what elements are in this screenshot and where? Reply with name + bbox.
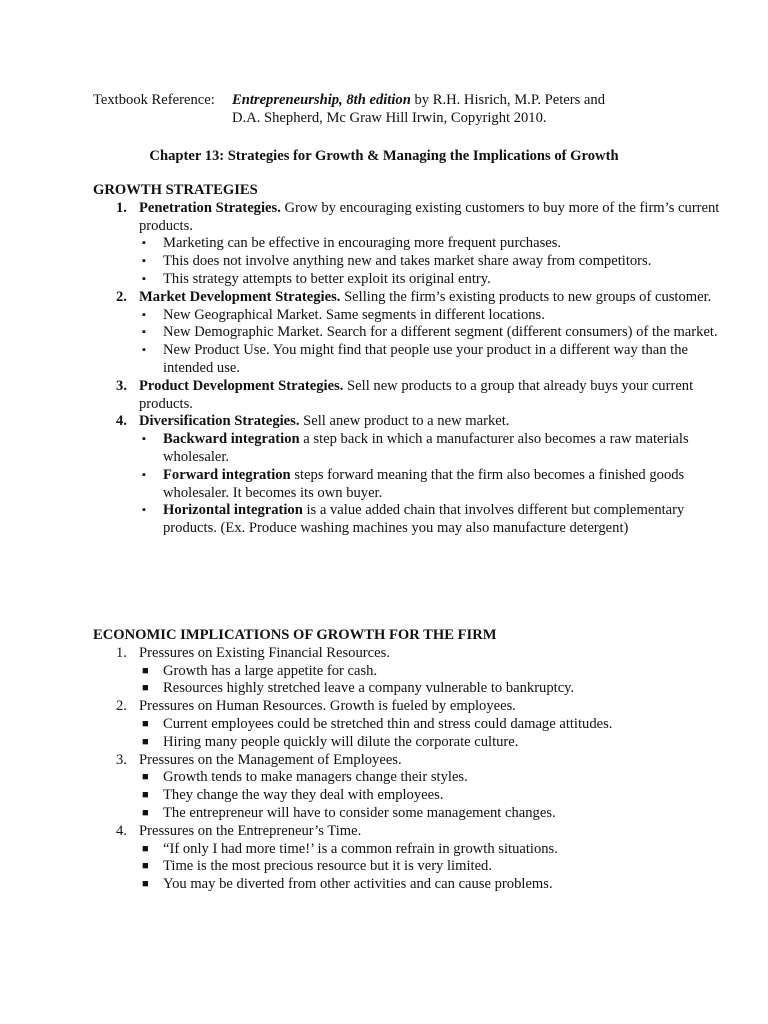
growth-strategies-list (93, 200, 733, 538)
bullet-text: Marketing can be effective in encouraging more frequent purchases. (163, 235, 562, 252)
item-number: 4. (116, 822, 127, 839)
bullet-item (142, 662, 733, 681)
section-heading: GROWTH STRATEGIES (93, 182, 258, 198)
bullet-list (139, 769, 733, 822)
bullet-text: The entrepreneur will have to consider some management changes. (163, 804, 556, 821)
bullet-item (142, 431, 733, 467)
bullet-item (142, 270, 733, 289)
bullet-icon: ■ (142, 878, 149, 891)
bullet-text: This strategy attempts to better exploit its original entry. (163, 270, 491, 287)
bullet-list (139, 841, 733, 894)
item-text: Grow by encouraging existing customers to buy more of the firm’s current products. (139, 199, 720, 234)
bullet-icon: ▪ (142, 272, 146, 285)
bullet-term: Backward integration (163, 431, 300, 448)
bullet-item (142, 858, 733, 876)
list-item (116, 698, 733, 751)
item-title: Penetration Strategies. (139, 199, 281, 216)
bullet-item (142, 787, 733, 805)
bullet-icon: ■ (142, 842, 149, 855)
bullet-item (142, 769, 733, 787)
bullet-item (142, 235, 733, 253)
bullet-text: Current employees could be stretched thin and stress could damage attitudes. (163, 715, 613, 732)
list-item (116, 822, 733, 894)
item-text: Sell anew product to a new market. (299, 413, 510, 430)
bullet-item (142, 324, 733, 342)
list-item (116, 644, 733, 698)
bullet-item (142, 680, 733, 698)
bullet-list (139, 663, 733, 699)
bullet-text: Hiring many people quickly will dilute the corporate culture. (163, 733, 519, 750)
item-number: 2. (116, 288, 127, 305)
reference-label: Textbook Reference: (93, 92, 215, 108)
item-number: 1. (116, 644, 127, 661)
bullet-text: They change the way they deal with employees. (163, 787, 444, 804)
item-number: 3. (116, 751, 127, 768)
bullet-text: “If only I had more time!’ is a common refrain in growth situations. (163, 840, 558, 857)
textbook-reference (93, 92, 733, 128)
bullet-icon: ■ (142, 717, 149, 730)
bullet-icon: ▪ (142, 468, 146, 481)
item-number: 3. (116, 377, 127, 394)
item-text: Sell new products to a group that already buys your current products. (139, 377, 694, 412)
bullet-list (139, 235, 733, 288)
reference-authors-line2: D.A. Shepherd, Mc Graw Hill Irwin, Copyright 2010. (232, 109, 547, 126)
list-item (116, 377, 733, 414)
bullet-item (142, 733, 733, 752)
bullet-icon: ■ (142, 806, 149, 819)
list-item (116, 751, 733, 823)
bullet-text: a step back in which a manufacturer also becomes a raw materials wholesaler. (163, 431, 689, 465)
bullet-item (142, 840, 733, 859)
bullet-icon: ■ (142, 735, 149, 748)
reference-authors-line1: by R.H. Hisrich, M.P. Peters and (410, 92, 605, 108)
item-number: 1. (116, 199, 127, 216)
bullet-item (142, 306, 733, 325)
bullet-icon: ■ (142, 771, 149, 784)
chapter-title: Chapter 13: Strategies for Growth & Managing the Implications of Growth (149, 148, 619, 164)
bullet-icon: ▪ (142, 344, 146, 357)
bullet-text: Growth has a large appetite for cash. (163, 662, 378, 679)
bullet-item (142, 253, 733, 271)
item-number: 4. (116, 413, 127, 430)
bullet-icon: ■ (142, 682, 149, 695)
bullet-text: steps forward meaning that the firm also becomes a finished goods wholesaler. It becomes its own buyer. (163, 466, 685, 501)
item-text: Pressures on Existing Financial Resources. (139, 644, 390, 661)
bullet-icon: ▪ (142, 504, 146, 517)
bullet-icon: ▪ (142, 237, 146, 250)
bullet-icon: ▪ (142, 255, 146, 268)
item-text: Selling the firm’s existing products to new groups of customer. (340, 288, 712, 305)
bullet-icon: ▪ (142, 326, 146, 339)
item-title: Product Development Strategies. (139, 377, 344, 394)
bullet-text: This does not involve anything new and takes market share away from competitors. (163, 253, 652, 270)
item-text: Pressures on the Management of Employees. (139, 751, 402, 768)
economic-implications-section (93, 627, 733, 894)
list-item (116, 199, 733, 289)
bullet-text: New Geographical Market. Same segments in different locations. (163, 306, 545, 323)
bullet-text: New Product Use. You might find that people use your product in a different way than the intended use. (163, 342, 689, 376)
bullet-item (142, 466, 733, 503)
bullet-text: New Demographic Market. Search for a different segment (different consumers) of the market. (163, 324, 718, 341)
growth-strategies-section (93, 182, 733, 538)
list-item (116, 413, 733, 538)
item-title: Market Development Strategies. (139, 288, 341, 305)
reference-title: Entrepreneurship, 8th edition (232, 92, 411, 108)
bullet-icon: ▪ (142, 308, 146, 321)
item-text: Pressures on the Entrepreneur’s Time. (139, 822, 362, 839)
bullet-list (139, 431, 733, 538)
economic-implications-list (93, 645, 733, 894)
bullet-icon: ▪ (142, 433, 146, 446)
item-title: Diversification Strategies. (139, 413, 300, 430)
item-number: 2. (116, 698, 127, 715)
item-text: Pressures on Human Resources. Growth is fueled by employees. (139, 698, 516, 715)
bullet-item (142, 804, 733, 823)
bullet-list (139, 307, 733, 378)
bullet-item (142, 342, 733, 378)
bullet-text: Resources highly stretched leave a company vulnerable to bankruptcy. (163, 680, 575, 697)
bullet-text: You may be diverted from other activities and can cause problems. (163, 876, 553, 893)
bullet-term: Forward integration (163, 466, 291, 483)
bullet-icon: ■ (142, 860, 149, 873)
section-heading: ECONOMIC IMPLICATIONS OF GROWTH FOR THE FIRM (93, 627, 497, 643)
bullet-text: Time is the most precious resource but it is very limited. (163, 858, 492, 875)
bullet-item (142, 502, 733, 538)
bullet-text: Growth tends to make managers change their styles. (163, 769, 468, 786)
bullet-item (142, 876, 733, 894)
bullet-item (142, 715, 733, 734)
bullet-text: is a value added chain that involves different but complementary products. (Ex. Produce washing machines you may also manufacture detergent) (163, 502, 685, 537)
bullet-term: Horizontal integration (163, 502, 303, 519)
list-item (116, 288, 733, 378)
bullet-list (139, 716, 733, 752)
bullet-icon: ■ (142, 664, 149, 677)
bullet-icon: ■ (142, 789, 149, 802)
